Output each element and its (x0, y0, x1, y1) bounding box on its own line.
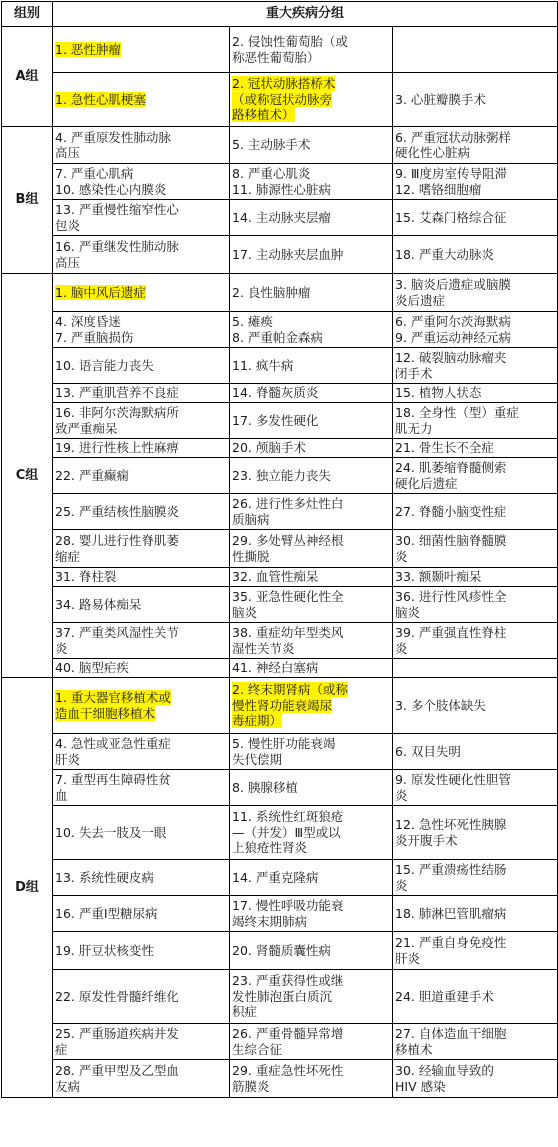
disease-cell (53, 932, 230, 970)
disease-text: 血 (55, 787, 68, 803)
disease-text: 18. 严重大动脉炎 (395, 246, 494, 262)
disease-text: 9. 原发性硬化性胆管 (395, 772, 511, 787)
disease-text: 26. 进行性多灶性白 (232, 496, 344, 511)
disease-cell (230, 770, 393, 806)
disease-cell (393, 970, 558, 1024)
table-row (2, 27, 558, 73)
disease-cell (53, 164, 230, 200)
disease-text: 17. 主动脉夹层血肿 (232, 246, 344, 262)
disease-cell (53, 458, 230, 494)
group-label: A组 (2, 27, 53, 127)
disease-text: 24. 肌萎缩脊髓侧索 (395, 460, 507, 475)
disease-text: 8. 严重帕金森病 (232, 329, 323, 345)
disease-cell (53, 1060, 230, 1098)
disease-text: 20. 颅脑手术 (232, 440, 306, 456)
disease-text: 发性肺泡蛋白质沉 (232, 988, 333, 1004)
disease-cell (53, 970, 230, 1024)
disease-text: 硬化后遗症 (395, 475, 458, 491)
disease-cell (53, 236, 230, 274)
disease-text: 18. 全身性（型）重症 (395, 405, 519, 420)
disease-cell (393, 806, 558, 860)
disease-text: 10. 感染性心内膜炎 (55, 181, 167, 197)
disease-text: 3. 心脏瓣膜手术 (395, 91, 486, 107)
group-label: D组 (2, 678, 53, 1098)
disease-text: 脑炎 (232, 604, 258, 620)
disease-text: 1. 恶性肿瘤 (55, 41, 121, 57)
table-row (2, 384, 558, 403)
disease-text: 35. 亚急性硬化性全 (232, 589, 344, 604)
disease-cell (393, 587, 558, 623)
disease-text: 7. 严重心肌病 (55, 166, 134, 181)
disease-cell (230, 236, 393, 274)
disease-text: 18. 肺淋巴管肌瘤病 (395, 905, 507, 921)
disease-text: 16. 非阿尔茨海默病所 (55, 405, 179, 420)
disease-text: 炎 (395, 787, 408, 803)
disease-text: 友病 (55, 1078, 81, 1094)
disease-text: 5. 主动脉手术 (232, 137, 311, 153)
disease-cell (53, 439, 230, 458)
disease-text: 15. 严重溃疡性结肠 (395, 862, 507, 877)
disease-text: 致严重痴呆 (55, 420, 118, 436)
disease-text: 22. 原发性骨髓纤维化 (55, 988, 179, 1004)
disease-text: 2. 终末期肾病（或称 (232, 682, 348, 698)
disease-text: 22. 严重癫痫 (55, 467, 129, 483)
disease-text: 12. 破裂脑动脉瘤夹 (395, 350, 507, 365)
disease-cell (393, 403, 558, 439)
group-column-header: 组别 (2, 2, 53, 27)
disease-text: 15. 艾森门格综合征 (395, 209, 507, 225)
disease-text: 炎后遗症 (395, 292, 446, 308)
disease-text: 毒症期） (232, 713, 283, 729)
disease-cell (53, 73, 230, 127)
disease-text: 13. 系统性硬皮病 (55, 869, 154, 885)
disease-text: 肌无力 (395, 420, 433, 436)
table-row (2, 623, 558, 659)
disease-text: 33. 额颞叶痴呆 (395, 569, 482, 585)
disease-cell (230, 458, 393, 494)
table-row (2, 806, 558, 860)
disease-cell (53, 200, 230, 236)
disease-cell (53, 127, 230, 164)
disease-cell (393, 568, 558, 587)
disease-text: 造血干细胞移植术 (55, 705, 156, 721)
disease-cell (53, 403, 230, 439)
table-row (2, 274, 558, 312)
table-row (2, 312, 558, 348)
disease-text: 9. Ⅲ度房室传导阻滞 (395, 166, 508, 181)
disease-text: 14. 严重克隆病 (232, 869, 319, 885)
table-row (2, 458, 558, 494)
disease-cell (53, 623, 230, 659)
disease-cell (230, 200, 393, 236)
disease-cell (230, 1060, 393, 1098)
disease-text: 肝炎 (55, 751, 81, 767)
disease-text: 15. 植物人状态 (395, 385, 482, 401)
disease-text: 炎开腹手术 (395, 832, 458, 848)
disease-text: 闭手术 (395, 365, 433, 381)
disease-text: 29. 重症急性坏死性 (232, 1063, 344, 1078)
disease-cell (393, 127, 558, 164)
disease-text: 30. 经输血导致的 (395, 1063, 494, 1078)
disease-cell (393, 458, 558, 494)
disease-cell (393, 932, 558, 970)
disease-cell (230, 164, 393, 200)
disease-text: 肝炎 (395, 950, 421, 966)
disease-text: 13. 严重肌营养不良症 (55, 385, 179, 401)
disease-text: 6. 双目失明 (395, 743, 461, 759)
disease-text: 41. 神经白塞病 (232, 660, 319, 676)
disease-cell (393, 1024, 558, 1060)
disease-text: 路移植术） (232, 107, 295, 123)
disease-text: 17. 慢性呼吸功能衰 (232, 898, 344, 913)
disease-text: 炎 (395, 877, 408, 893)
disease-text: 1. 重大器官移植术或 (55, 690, 171, 705)
disease-cell (393, 1060, 558, 1098)
disease-text: 12. 嗜铬细胞瘤 (395, 181, 482, 197)
disease-cell (230, 127, 393, 164)
disease-cell (53, 348, 230, 384)
disease-cell (53, 1024, 230, 1060)
disease-text: 竭终末期肺病 (232, 913, 308, 929)
table-row (2, 734, 558, 770)
disease-text: 25. 严重肠道疾病并发 (55, 1026, 179, 1041)
disease-cell (393, 770, 558, 806)
disease-text: 16. 严重Ⅰ型糖尿病 (55, 905, 158, 921)
disease-cell (393, 439, 558, 458)
disease-text: 炎 (395, 640, 408, 656)
disease-text: 缩症 (55, 548, 81, 564)
table-row (2, 348, 558, 384)
disease-text: 硬化性心脏病 (395, 145, 471, 160)
disease-text: 2. 侵蚀性葡萄胎（或 (232, 34, 348, 49)
disease-text: 23. 严重获得性或继 (232, 973, 344, 989)
disease-cell (230, 494, 393, 530)
disease-cell (230, 530, 393, 568)
disease-group-table (1, 1, 558, 1098)
disease-cell (230, 860, 393, 896)
disease-text: 24. 胆道重建手术 (395, 988, 494, 1004)
disease-text: 4. 急性或亚急性重症 (55, 736, 171, 751)
disease-text: 包炎 (55, 217, 81, 233)
disease-cell (393, 734, 558, 770)
disease-text: 11. 肺源性心脏病 (232, 181, 331, 197)
disease-text: 慢性肾功能衰竭尿 (232, 697, 333, 713)
disease-text: 7. 严重脑损伤 (55, 329, 134, 345)
disease-text: 30. 细菌性脑脊髓膜 (395, 533, 507, 548)
disease-cell (230, 403, 393, 439)
disease-text: 39. 严重强直性脊柱 (395, 625, 507, 640)
disease-cell (393, 348, 558, 384)
disease-text: 21. 骨生长不全症 (395, 440, 494, 456)
disease-text: 13. 严重慢性缩窄性心 (55, 202, 179, 217)
disease-cell (230, 73, 393, 127)
disease-text: 性撕脱 (232, 548, 270, 564)
disease-text: 10. 失去一肢及一眼 (55, 824, 167, 840)
disease-text: 7. 重型再生障碍性贫 (55, 772, 171, 787)
header-row (2, 2, 558, 27)
disease-text: HIV 感染 (395, 1078, 446, 1094)
disease-text: 4. 深度昏迷 (55, 314, 121, 329)
table-title: 重大疾病分组 (53, 2, 558, 27)
disease-cell (230, 932, 393, 970)
disease-cell (393, 274, 558, 312)
disease-cell (230, 734, 393, 770)
table-row (2, 587, 558, 623)
disease-text: 1. 急性心肌梗塞 (55, 91, 146, 107)
disease-text: 1. 脑中风后遗症 (55, 284, 146, 300)
table-row (2, 770, 558, 806)
disease-text: 21. 严重自身免疫性 (395, 935, 507, 950)
disease-cell (230, 27, 393, 73)
disease-text: 29. 多处臂丛神经根 (232, 533, 344, 548)
disease-cell (53, 530, 230, 568)
disease-cell (230, 678, 393, 734)
disease-text: 脑炎 (395, 604, 421, 620)
table-row (2, 1060, 558, 1098)
disease-cell (53, 27, 230, 73)
table-row (2, 932, 558, 970)
disease-text: 炎 (395, 548, 408, 564)
disease-text: 12. 急性坏死性胰腺 (395, 817, 507, 832)
disease-cell (393, 494, 558, 530)
disease-text: 16. 严重继发性肺动脉 (55, 239, 179, 254)
disease-text: 26. 严重骨髓异常增 (232, 1026, 344, 1041)
disease-text: 31. 脊柱裂 (55, 569, 117, 585)
disease-text: 8. 胰腺移植 (232, 779, 298, 795)
table-row (2, 236, 558, 274)
disease-text: 10. 语言能力丧失 (55, 357, 154, 373)
disease-text: 上狼疮性肾炎 (232, 840, 308, 856)
disease-text: 37. 严重类风湿性关节 (55, 625, 179, 640)
disease-cell (53, 734, 230, 770)
disease-cell (230, 568, 393, 587)
disease-cell (53, 860, 230, 896)
disease-cell (230, 623, 393, 659)
disease-text: 38. 重症幼年型类风 (232, 625, 344, 640)
table-body (2, 27, 558, 1098)
disease-text: 28. 婴儿进行性脊肌萎 (55, 533, 179, 548)
disease-text: （或称冠状动脉旁 (232, 91, 333, 107)
group-label: C组 (2, 274, 53, 678)
disease-text: 炎 (55, 640, 68, 656)
disease-text: 称恶性葡萄胎） (232, 49, 320, 65)
table-row (2, 200, 558, 236)
disease-cell (230, 896, 393, 932)
disease-text: 40. 脑型疟疾 (55, 660, 129, 676)
disease-text: 32. 血管性痴呆 (232, 569, 319, 585)
table-row (2, 494, 558, 530)
disease-cell (53, 274, 230, 312)
disease-cell (53, 587, 230, 623)
disease-cell (53, 312, 230, 348)
disease-text: 失代偿期 (232, 751, 283, 767)
disease-cell (230, 1024, 393, 1060)
disease-cell (393, 678, 558, 734)
table-row (2, 970, 558, 1024)
disease-cell (230, 384, 393, 403)
disease-cell (393, 896, 558, 932)
disease-cell (53, 678, 230, 734)
disease-cell (393, 27, 558, 73)
disease-cell (230, 439, 393, 458)
disease-text: 质脑病 (232, 511, 270, 527)
group-label: B组 (2, 127, 53, 274)
disease-text: 5. 瘫痪 (232, 314, 273, 329)
disease-text: 3. 脑炎后遗症或脑膜 (395, 277, 511, 292)
disease-cell (53, 568, 230, 587)
disease-text: 2. 冠状动脉搭桥术 (232, 76, 336, 92)
disease-text: 25. 严重结核性脑膜炎 (55, 503, 179, 519)
disease-cell (393, 200, 558, 236)
disease-text: 20. 肾髓质囊性病 (232, 942, 331, 958)
disease-text: 27. 脊髓小脑变性症 (395, 503, 507, 519)
disease-cell (393, 73, 558, 127)
disease-text: 高压 (55, 254, 81, 270)
disease-text: 27. 自体造血干细胞 (395, 1026, 507, 1041)
disease-text: 23. 独立能力丧失 (232, 467, 331, 483)
disease-cell (53, 384, 230, 403)
disease-cell (393, 384, 558, 403)
disease-cell (53, 770, 230, 806)
table-row (2, 164, 558, 200)
disease-text: 3. 多个肢体缺失 (395, 697, 486, 713)
disease-text: 症 (55, 1041, 68, 1057)
disease-text: 19. 进行性核上性麻痹 (55, 440, 179, 456)
table-row (2, 860, 558, 896)
disease-cell (230, 312, 393, 348)
disease-text: 14. 脊髓灰质炎 (232, 385, 319, 401)
disease-cell (393, 312, 558, 348)
disease-text: 9. 严重运动神经元病 (395, 329, 511, 345)
disease-cell (230, 806, 393, 860)
disease-text: 17. 多发性硬化 (232, 412, 319, 428)
disease-cell (53, 659, 230, 678)
table-row (2, 403, 558, 439)
disease-cell (393, 530, 558, 568)
disease-text: 移植术 (395, 1041, 433, 1057)
disease-text: 8. 严重心肌炎 (232, 166, 311, 181)
disease-text: 19. 肝豆状核变性 (55, 942, 154, 958)
table-row (2, 127, 558, 164)
disease-text: 6. 严重阿尔茨海默病 (395, 314, 511, 329)
disease-text: 11. 系统性红斑狼疮 (232, 809, 344, 825)
disease-cell (230, 587, 393, 623)
disease-cell (53, 896, 230, 932)
disease-text: 4. 严重原发性肺动脉 (55, 129, 171, 145)
disease-text: 6. 严重冠状动脉粥样 (395, 129, 511, 145)
disease-cell (393, 860, 558, 896)
table-row (2, 530, 558, 568)
disease-cell (393, 623, 558, 659)
disease-cell (230, 970, 393, 1024)
disease-cell (53, 806, 230, 860)
disease-text: 筋膜炎 (232, 1078, 270, 1094)
table-row (2, 896, 558, 932)
table-row (2, 678, 558, 734)
disease-text: 28. 严重甲型及乙型血 (55, 1063, 179, 1078)
table-row (2, 73, 558, 127)
disease-cell (393, 236, 558, 274)
table-row (2, 659, 558, 678)
disease-text: 14. 主动脉夹层瘤 (232, 209, 331, 225)
disease-cell (393, 659, 558, 678)
disease-cell (230, 348, 393, 384)
disease-text: 11. 疯牛病 (232, 357, 294, 373)
disease-text: 湿性关节炎 (232, 640, 295, 656)
disease-text: 积症 (232, 1004, 258, 1020)
disease-cell (230, 659, 393, 678)
disease-text: 2. 良性脑肿瘤 (232, 284, 311, 300)
disease-text: 生综合征 (232, 1041, 283, 1057)
disease-cell (393, 164, 558, 200)
table-row (2, 439, 558, 458)
disease-text: —（并发）Ⅲ型或以 (232, 824, 341, 840)
disease-text: 5. 慢性肝功能衰竭 (232, 736, 336, 751)
disease-cell (230, 274, 393, 312)
disease-text: 36. 进行性风疹性全 (395, 589, 507, 604)
disease-text: 34. 路易体痴呆 (55, 596, 142, 612)
disease-cell (53, 494, 230, 530)
disease-text: 高压 (55, 145, 81, 160)
table-row (2, 1024, 558, 1060)
table-row (2, 568, 558, 587)
